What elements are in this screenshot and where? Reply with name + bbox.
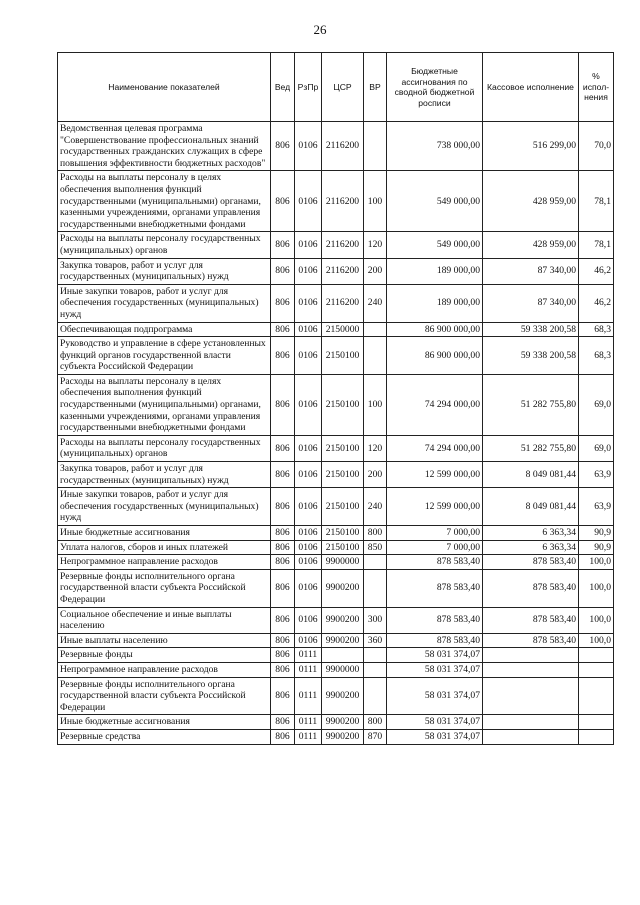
row-percent-cell (579, 677, 614, 715)
budget-execution-table (57, 52, 614, 745)
row-rzpr-cell: 0111 (295, 715, 322, 730)
row-name-cell: Социальное обеспечение и иные выплаты населению (58, 607, 271, 633)
row-csr-cell: 2150000 (322, 322, 364, 337)
row-name-cell: Резервные фонды исполнительного органа государственной власти субъекта Российской Федерации (58, 569, 271, 607)
row-name-cell: Иные выплаты населению (58, 633, 271, 648)
row-vr-cell: 200 (364, 462, 387, 488)
row-vr-cell (364, 322, 387, 337)
row-budget-cell: 549 000,00 (387, 171, 483, 232)
row-rzpr-cell: 0106 (295, 526, 322, 541)
row-cash-cell: 878 583,40 (483, 607, 579, 633)
row-name-cell: Иные закупки товаров, работ и услуг для обеспечения государственных (муниципальных) нужд (58, 488, 271, 526)
row-ved-cell: 806 (271, 555, 295, 570)
row-csr-cell: 9900200 (322, 607, 364, 633)
row-rzpr-cell: 0111 (295, 662, 322, 677)
row-ved-cell: 806 (271, 569, 295, 607)
table-row (58, 322, 614, 337)
row-percent-cell: 78,1 (579, 232, 614, 258)
row-ved-cell: 806 (271, 729, 295, 744)
row-percent-cell: 69,0 (579, 435, 614, 461)
header-budget: Бюджетные ассигнования по сводной бюджетной росписи (387, 53, 483, 122)
table-row (58, 662, 614, 677)
row-budget-cell: 12 599 000,00 (387, 488, 483, 526)
row-ved-cell: 806 (271, 648, 295, 663)
row-budget-cell: 878 583,40 (387, 569, 483, 607)
row-budget-cell: 86 900 000,00 (387, 322, 483, 337)
row-rzpr-cell: 0106 (295, 555, 322, 570)
row-cash-cell (483, 662, 579, 677)
table-row (58, 569, 614, 607)
row-budget-cell: 878 583,40 (387, 607, 483, 633)
row-name-cell: Ведомственная целевая программа "Совершенствование профессиональных знаний государственных гражданских служащих в сфере повышения эффективности бюджетных расходов" (58, 122, 271, 171)
row-cash-cell (483, 715, 579, 730)
table-row (58, 462, 614, 488)
row-name-cell: Иные бюджетные ассигнования (58, 526, 271, 541)
row-vr-cell: 800 (364, 526, 387, 541)
row-rzpr-cell: 0106 (295, 337, 322, 375)
row-budget-cell: 7 000,00 (387, 540, 483, 555)
row-cash-cell: 8 049 081,44 (483, 462, 579, 488)
row-rzpr-cell: 0106 (295, 488, 322, 526)
row-vr-cell: 240 (364, 284, 387, 322)
row-percent-cell: 68,3 (579, 322, 614, 337)
row-ved-cell: 806 (271, 462, 295, 488)
row-vr-cell: 100 (364, 374, 387, 435)
row-rzpr-cell: 0111 (295, 648, 322, 663)
row-name-cell: Иные бюджетные ассигнования (58, 715, 271, 730)
header-csr: ЦСР (322, 53, 364, 122)
table-body (58, 122, 614, 745)
row-rzpr-cell: 0106 (295, 322, 322, 337)
table-row (58, 633, 614, 648)
row-rzpr-cell: 0111 (295, 729, 322, 744)
row-csr-cell: 2150100 (322, 526, 364, 541)
row-cash-cell: 51 282 755,80 (483, 374, 579, 435)
row-budget-cell: 12 599 000,00 (387, 462, 483, 488)
row-percent-cell: 78,1 (579, 171, 614, 232)
row-percent-cell (579, 662, 614, 677)
row-percent-cell: 69,0 (579, 374, 614, 435)
row-csr-cell: 2116200 (322, 171, 364, 232)
row-csr-cell (322, 648, 364, 663)
row-budget-cell: 189 000,00 (387, 258, 483, 284)
row-name-cell: Резервные фонды исполнительного органа государственной власти субъекта Российской Федерации (58, 677, 271, 715)
table-row (58, 232, 614, 258)
row-ved-cell: 806 (271, 435, 295, 461)
row-cash-cell: 87 340,00 (483, 284, 579, 322)
row-budget-cell: 58 031 374,07 (387, 677, 483, 715)
row-rzpr-cell: 0106 (295, 258, 322, 284)
row-percent-cell: 63,9 (579, 488, 614, 526)
row-csr-cell: 9900200 (322, 729, 364, 744)
row-percent-cell (579, 648, 614, 663)
row-rzpr-cell: 0106 (295, 435, 322, 461)
row-name-cell: Расходы на выплаты персоналу государственных (муниципальных) органов (58, 232, 271, 258)
row-ved-cell: 806 (271, 232, 295, 258)
row-ved-cell: 806 (271, 526, 295, 541)
table-row (58, 715, 614, 730)
row-name-cell: Резервные фонды (58, 648, 271, 663)
row-csr-cell: 9900000 (322, 555, 364, 570)
row-cash-cell (483, 729, 579, 744)
row-percent-cell: 100,0 (579, 607, 614, 633)
row-ved-cell: 806 (271, 715, 295, 730)
row-ved-cell: 806 (271, 322, 295, 337)
row-vr-cell: 100 (364, 171, 387, 232)
table-row (58, 337, 614, 375)
header-cash: Кассовое исполнение (483, 53, 579, 122)
row-percent-cell: 46,2 (579, 258, 614, 284)
row-budget-cell: 549 000,00 (387, 232, 483, 258)
row-cash-cell: 516 299,00 (483, 122, 579, 171)
table-row (58, 171, 614, 232)
row-cash-cell: 428 959,00 (483, 232, 579, 258)
row-name-cell: Закупка товаров, работ и услуг для государственных (муниципальных) нужд (58, 258, 271, 284)
row-percent-cell: 100,0 (579, 633, 614, 648)
row-rzpr-cell: 0106 (295, 232, 322, 258)
table-row (58, 488, 614, 526)
row-budget-cell: 738 000,00 (387, 122, 483, 171)
row-csr-cell: 2116200 (322, 122, 364, 171)
header-rzpr: РзПр (295, 53, 322, 122)
row-csr-cell: 9900200 (322, 633, 364, 648)
row-rzpr-cell: 0106 (295, 462, 322, 488)
row-csr-cell: 2116200 (322, 284, 364, 322)
row-ved-cell: 806 (271, 677, 295, 715)
row-ved-cell: 806 (271, 540, 295, 555)
header-percent: % испол-нения (579, 53, 614, 122)
row-cash-cell: 87 340,00 (483, 258, 579, 284)
row-budget-cell: 878 583,40 (387, 633, 483, 648)
row-cash-cell: 51 282 755,80 (483, 435, 579, 461)
row-name-cell: Непрограммное направление расходов (58, 555, 271, 570)
table-row (58, 122, 614, 171)
row-percent-cell: 90,9 (579, 526, 614, 541)
row-vr-cell: 870 (364, 729, 387, 744)
row-csr-cell: 9900000 (322, 662, 364, 677)
row-rzpr-cell: 0111 (295, 677, 322, 715)
row-percent-cell: 100,0 (579, 569, 614, 607)
row-percent-cell (579, 715, 614, 730)
table-row (58, 526, 614, 541)
row-rzpr-cell: 0106 (295, 122, 322, 171)
row-budget-cell: 189 000,00 (387, 284, 483, 322)
row-cash-cell: 59 338 200,58 (483, 337, 579, 375)
row-cash-cell: 8 049 081,44 (483, 488, 579, 526)
table-row (58, 374, 614, 435)
row-vr-cell (364, 569, 387, 607)
table-row (58, 677, 614, 715)
row-vr-cell (364, 337, 387, 375)
row-cash-cell: 428 959,00 (483, 171, 579, 232)
row-name-cell: Уплата налогов, сборов и иных платежей (58, 540, 271, 555)
row-rzpr-cell: 0106 (295, 633, 322, 648)
row-percent-cell: 70,0 (579, 122, 614, 171)
row-vr-cell (364, 648, 387, 663)
row-percent-cell: 90,9 (579, 540, 614, 555)
row-percent-cell (579, 729, 614, 744)
row-percent-cell: 100,0 (579, 555, 614, 570)
row-vr-cell: 300 (364, 607, 387, 633)
row-csr-cell: 9900200 (322, 715, 364, 730)
row-csr-cell: 2150100 (322, 435, 364, 461)
row-name-cell: Иные закупки товаров, работ и услуг для обеспечения государственных (муниципальных) нужд (58, 284, 271, 322)
row-csr-cell: 2150100 (322, 540, 364, 555)
row-name-cell: Обеспечивающая подпрограмма (58, 322, 271, 337)
table-row (58, 729, 614, 744)
row-name-cell: Расходы на выплаты персоналу в целях обеспечения выполнения функций государственными (муниципальными) органами, казенными учреждениями, органами управления государственными внебюджетными фондами (58, 374, 271, 435)
row-vr-cell: 240 (364, 488, 387, 526)
header-name: Наименование показателей (58, 53, 271, 122)
row-budget-cell: 58 031 374,07 (387, 715, 483, 730)
row-ved-cell: 806 (271, 488, 295, 526)
row-name-cell: Расходы на выплаты персоналу государственных (муниципальных) органов (58, 435, 271, 461)
row-name-cell: Руководство и управление в сфере установленных функций органов государственной власти субъекта Российской Федерации (58, 337, 271, 375)
row-vr-cell: 120 (364, 232, 387, 258)
page-number: 26 (313, 22, 327, 37)
row-budget-cell: 58 031 374,07 (387, 729, 483, 744)
row-budget-cell: 7 000,00 (387, 526, 483, 541)
row-percent-cell: 46,2 (579, 284, 614, 322)
row-percent-cell: 63,9 (579, 462, 614, 488)
row-csr-cell: 9900200 (322, 677, 364, 715)
row-name-cell: Резервные средства (58, 729, 271, 744)
row-percent-cell: 68,3 (579, 337, 614, 375)
row-ved-cell: 806 (271, 122, 295, 171)
table-row (58, 648, 614, 663)
row-ved-cell: 806 (271, 662, 295, 677)
table-row (58, 607, 614, 633)
row-cash-cell (483, 648, 579, 663)
row-vr-cell: 850 (364, 540, 387, 555)
header-vr: ВР (364, 53, 387, 122)
row-cash-cell: 6 363,34 (483, 526, 579, 541)
row-rzpr-cell: 0106 (295, 284, 322, 322)
row-name-cell: Закупка товаров, работ и услуг для государственных (муниципальных) нужд (58, 462, 271, 488)
row-ved-cell: 806 (271, 337, 295, 375)
table-row (58, 258, 614, 284)
row-ved-cell: 806 (271, 258, 295, 284)
row-ved-cell: 806 (271, 374, 295, 435)
row-vr-cell (364, 122, 387, 171)
row-name-cell: Непрограммное направление расходов (58, 662, 271, 677)
row-rzpr-cell: 0106 (295, 607, 322, 633)
row-rzpr-cell: 0106 (295, 540, 322, 555)
row-vr-cell (364, 555, 387, 570)
row-name-cell: Расходы на выплаты персоналу в целях обеспечения выполнения функций государственными (муниципальными) органами, казенными учреждениями, органами управления государственными внебюджетными фондами (58, 171, 271, 232)
row-cash-cell: 878 583,40 (483, 569, 579, 607)
row-csr-cell: 2150100 (322, 462, 364, 488)
row-budget-cell: 58 031 374,07 (387, 648, 483, 663)
row-csr-cell: 9900200 (322, 569, 364, 607)
row-vr-cell: 360 (364, 633, 387, 648)
row-ved-cell: 806 (271, 284, 295, 322)
row-ved-cell: 806 (271, 607, 295, 633)
row-rzpr-cell: 0106 (295, 569, 322, 607)
row-cash-cell: 878 583,40 (483, 633, 579, 648)
row-budget-cell: 878 583,40 (387, 555, 483, 570)
header-row (58, 53, 614, 122)
row-budget-cell: 74 294 000,00 (387, 374, 483, 435)
table-row (58, 540, 614, 555)
row-cash-cell: 878 583,40 (483, 555, 579, 570)
header-ved: Вед (271, 53, 295, 122)
row-budget-cell: 58 031 374,07 (387, 662, 483, 677)
row-ved-cell: 806 (271, 633, 295, 648)
row-csr-cell: 2150100 (322, 337, 364, 375)
row-vr-cell (364, 662, 387, 677)
row-vr-cell: 800 (364, 715, 387, 730)
row-rzpr-cell: 0106 (295, 171, 322, 232)
row-csr-cell: 2116200 (322, 258, 364, 284)
row-ved-cell: 806 (271, 171, 295, 232)
row-csr-cell: 2116200 (322, 232, 364, 258)
row-vr-cell: 120 (364, 435, 387, 461)
row-cash-cell (483, 677, 579, 715)
row-csr-cell: 2150100 (322, 488, 364, 526)
row-csr-cell: 2150100 (322, 374, 364, 435)
table-row (58, 435, 614, 461)
row-rzpr-cell: 0106 (295, 374, 322, 435)
table-row (58, 284, 614, 322)
table-row (58, 555, 614, 570)
row-cash-cell: 6 363,34 (483, 540, 579, 555)
row-vr-cell (364, 677, 387, 715)
row-budget-cell: 74 294 000,00 (387, 435, 483, 461)
row-budget-cell: 86 900 000,00 (387, 337, 483, 375)
row-cash-cell: 59 338 200,58 (483, 322, 579, 337)
row-vr-cell: 200 (364, 258, 387, 284)
